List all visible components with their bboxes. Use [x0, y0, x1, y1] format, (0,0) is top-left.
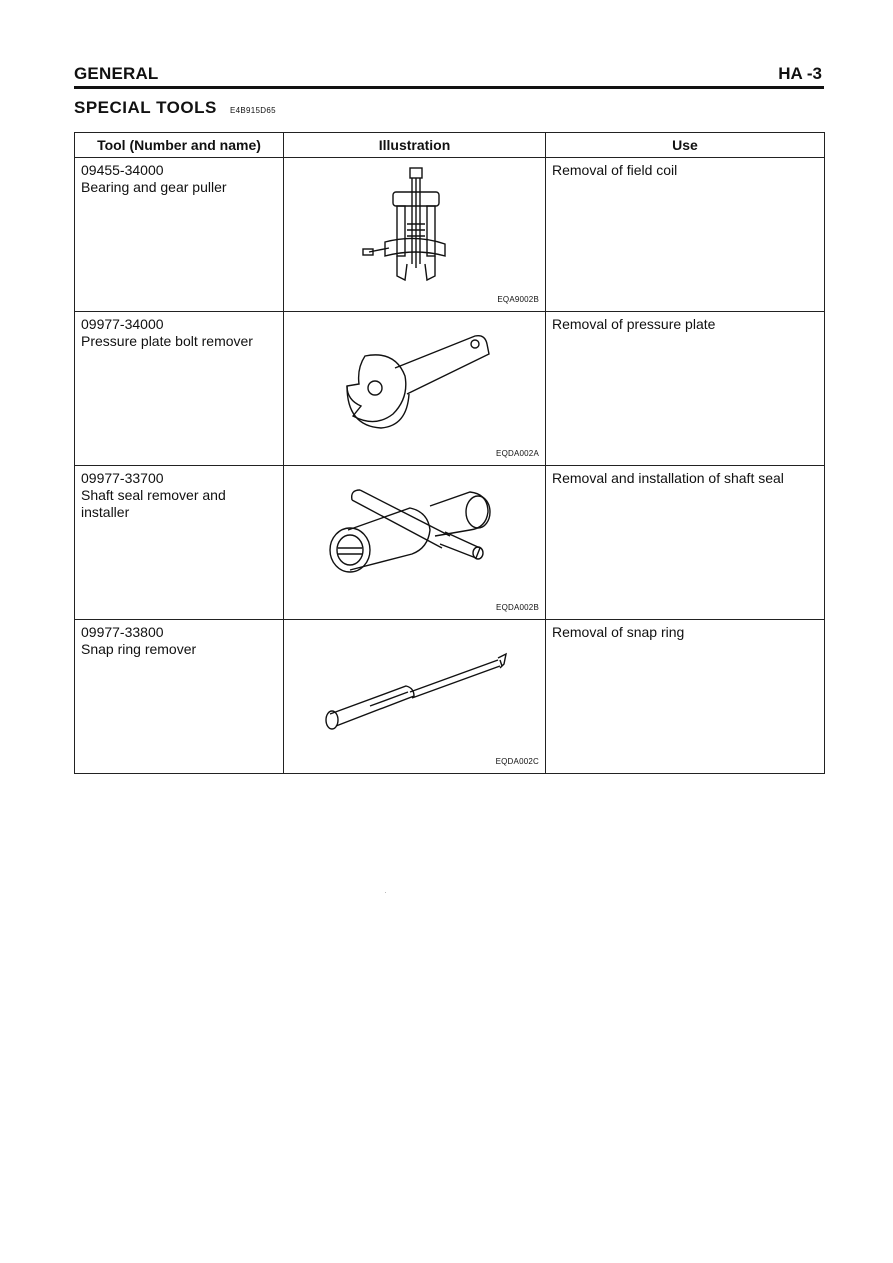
- use-text: Removal of snap ring: [552, 624, 685, 640]
- scan-speck: [385, 892, 386, 893]
- table-header-row: [75, 133, 825, 158]
- shaft-seal-remover-installer-icon: [320, 478, 510, 588]
- illustration-code: EQDA002B: [496, 603, 539, 612]
- tool-name: Bearing and gear puller: [81, 179, 227, 195]
- bearing-gear-puller-icon: [355, 164, 475, 304]
- illustration-code: EQDA002C: [495, 757, 539, 766]
- use-text: Removal of field coil: [552, 162, 678, 178]
- use-text: Removal of pressure plate: [552, 316, 716, 332]
- section-title: SPECIAL TOOLS: [74, 98, 217, 117]
- tool-number: 09977-34000: [81, 316, 164, 332]
- tool-number: 09455-34000: [81, 162, 164, 178]
- illustration-cell: [284, 620, 546, 774]
- tool-number: 09977-33700: [81, 470, 164, 486]
- tool-cell: [75, 158, 284, 312]
- illustration-cell: [284, 466, 546, 620]
- use-cell: [546, 466, 825, 620]
- snap-ring-remover-icon: [310, 642, 520, 742]
- header-section-name: GENERAL: [74, 64, 159, 83]
- table-row: [75, 158, 825, 312]
- column-header-use: Use: [546, 133, 825, 158]
- illustration-cell: [284, 312, 546, 466]
- pressure-plate-bolt-remover-icon: [325, 328, 505, 438]
- use-cell: [546, 158, 825, 312]
- table-row: [75, 312, 825, 466]
- tool-name: Pressure plate bolt remover: [81, 333, 253, 349]
- tool-name: Snap ring remover: [81, 641, 197, 657]
- special-tools-table: [74, 132, 825, 774]
- illustration-cell: [284, 158, 546, 312]
- use-text: Removal and installation of shaft seal: [552, 470, 784, 486]
- illustration-code: EQA9002B: [497, 295, 539, 304]
- header-rule: [74, 86, 824, 89]
- column-header-tool: Tool (Number and name): [75, 133, 284, 158]
- use-cell: [546, 312, 825, 466]
- tool-cell: [75, 620, 284, 774]
- tool-name: Shaft seal remover and installer: [81, 487, 226, 520]
- table-row: [75, 466, 825, 620]
- use-cell: [546, 620, 825, 774]
- tool-cell: [75, 312, 284, 466]
- illustration-code: EQDA002A: [496, 449, 539, 458]
- column-header-illustration: Illustration: [284, 133, 546, 158]
- table-row: [75, 620, 825, 774]
- section-code: E4B915D65: [230, 106, 276, 115]
- tool-cell: [75, 466, 284, 620]
- header-page-number: HA -3: [778, 64, 822, 83]
- tool-number: 09977-33800: [81, 624, 164, 640]
